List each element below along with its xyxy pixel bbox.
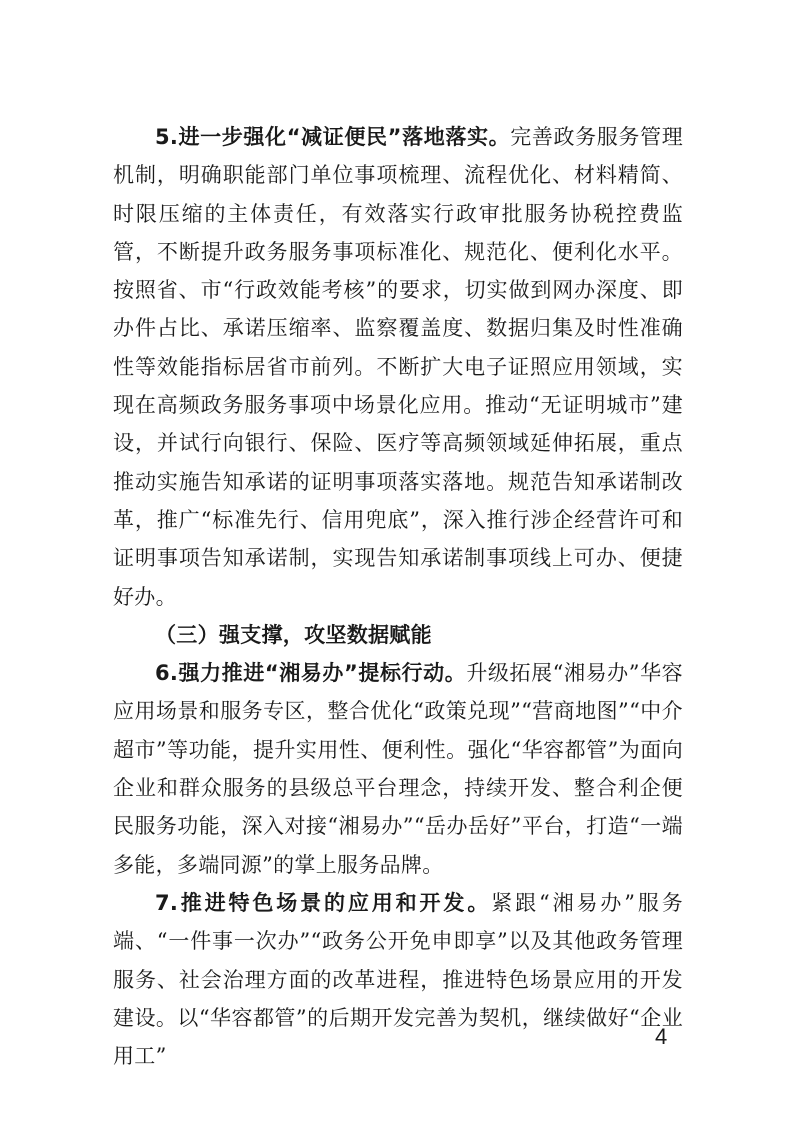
page-number: 4 xyxy=(655,1024,668,1049)
paragraph-item-7 xyxy=(113,884,683,1075)
paragraph-item-5 xyxy=(113,118,683,616)
paragraph-lead: 7.推进特色场景的应用和开发。 xyxy=(155,890,492,915)
document-body xyxy=(113,118,683,1075)
paragraph-text: 完善政务服务管理机制，明确职能部门单位事项梳理、流程优化、材料精简、时限压缩的主体责任，有效落实行政审批服务协税控费监管，不断提升政务服务事项标准化、规范化、便利化水平。按照省、市“行政效能考核”的要求，切实做到网办深度、即办件占比、承诺压缩率、监察覆盖度、数据归集及时性准确性等效能指标居省市前列。不断扩大电子证照应用领域，实现在高频政务服务事项中场景化应用。推动“无证明城市”建设，并试行向银行、保险、医疗等高频领域延伸拓展，重点推动实施告知承诺的证明事项落实落地。规范告知承诺制改革，推广“标准先行、信用兜底”，深入推行涉企经营许可和证明事项告知承诺制，实现告知承诺制事项线上可办、便捷好办。 xyxy=(113,125,683,609)
paragraph-text: 升级拓展“湘易办”华容应用场景和服务专区，整合优化“政策兑现”“营商地图”“中介超市”等功能，提升实用性、便利性。强化“华容都管”为面向企业和群众服务的县级总平台理念，持续开发、整合利企便民服务功能，深入对接“湘易办”“岳办岳好”平台，打造“一端多能，多端同源”的掌上服务品牌。 xyxy=(113,661,683,877)
paragraph-text: 紧跟“湘易办”服务端、“一件事一次办”“政务公开免申即享”以及其他政务管理服务、社会治理方面的改革进程，推进特色场景应用的开发建设。以“华容都管”的后期开发完善为契机，继续做好“企业用工” xyxy=(113,890,684,1069)
paragraph-lead: 5.进一步强化“减证便民”落地落实。 xyxy=(155,125,511,149)
paragraph-item-6 xyxy=(113,654,683,884)
paragraph-lead: 6.强力推进“湘易办”提标行动。 xyxy=(155,661,467,686)
section-heading: （三）强支撑，攻坚数据赋能 xyxy=(155,622,432,647)
